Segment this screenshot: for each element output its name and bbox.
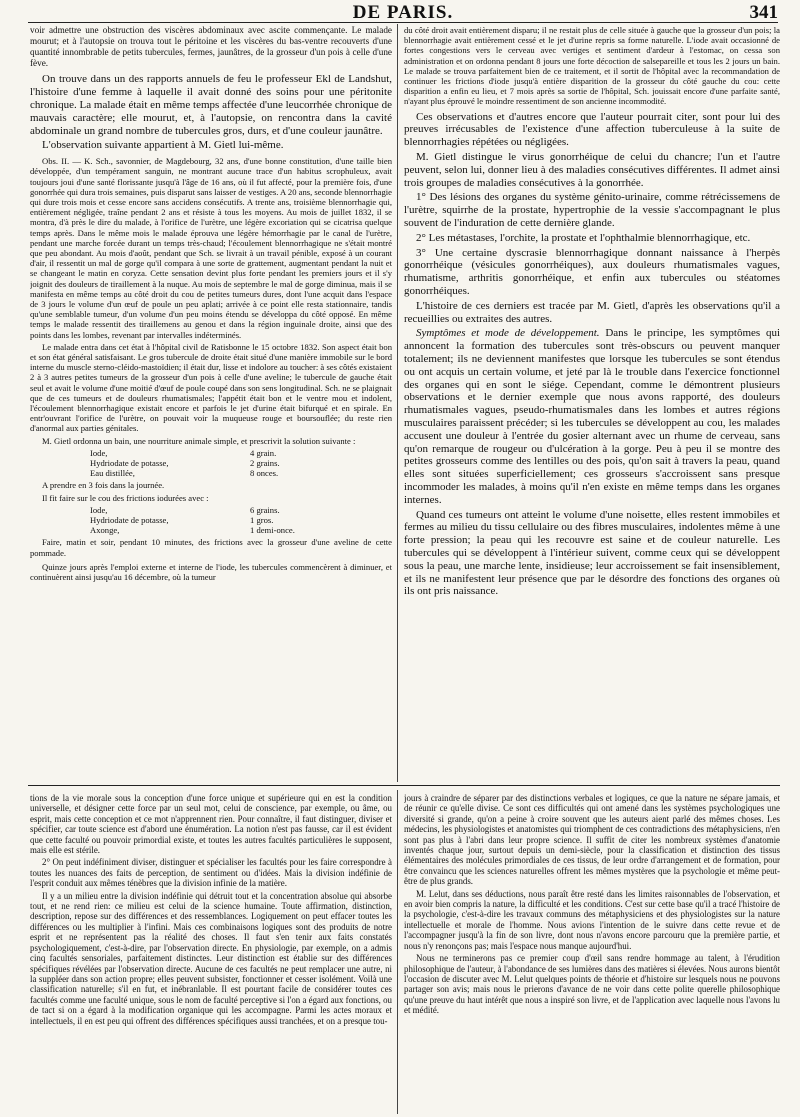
observation-paragraph: Quinze jours après l'emploi externe et interne de l'iode, les tubercules commencèrent à diminuer, et continuèrent ainsi jusqu'au 16 décembre, où la tumeur: [30, 561, 392, 583]
rx-dose: 1 demi-once.: [250, 525, 295, 536]
paragraph: 3° Une certaine dyscrasie blennorrhagique donnant naissance à l'herpès gonorrhéique (vésicules gonorrhéiques), aux douleurs rhumatismales vagues, rhumatisme, arthritis gonorrhéique, et enfin aux tubercules ou stéatomes gonorrhéiques.: [404, 246, 780, 297]
running-title: DE PARIS.: [352, 2, 454, 23]
paragraph: 1° Des lésions des organes du système génito-urinaire, comme rétrécissemens de l'urètre, squirrhe de la prostate, hypertrophie de la vessie s'accompagnant le plus souvent de l'induration de cette dernière glande.: [404, 191, 780, 229]
paragraph: Quand ces tumeurs ont atteint le volume d'une noisette, elles restent immobiles et fermes au milieu du tissu cellulaire ou des fibres musculaires, indolentes même à une forte pression; la peau qui les recouvre est saine et de couleur naturelle. Les tubercules qui se développent à l'intérieur suivent, comme ceux qui se développent sous la peau, une marche lente, insidieuse; leur accroissement se fait insensiblement, et ils ne manifestent leur présence que par le désordre des fonctions des organes où ils ont pris naissance.: [404, 508, 780, 598]
rx-item: Iode,: [90, 447, 108, 458]
column-3: [30, 793, 392, 1113]
page-header: [28, 2, 778, 23]
prescription-1: [90, 448, 392, 479]
rx-item: Iode,: [90, 504, 108, 515]
rx-item: Axonge,: [90, 525, 120, 536]
paragraph: voir admettre une obstruction des viscères abdominaux avec ascite commençante. Le malade mourut; et à l'autopsie on trouva tout le péritoine et les viscères du bas-ventre recouverts d'une quantité innombrable de petits tubercules, fermes, jaunâtres, de la grosseur d'un pois à celle d'une fève.: [30, 25, 392, 69]
section-title: Symptômes et mode de développement.: [416, 327, 600, 340]
rx-dose: 2 grains.: [250, 458, 280, 469]
paragraph: tions de la vie morale sous la conception d'une force unique et supérieure qui en est la condition universelle, et désigner cette force par un seul mot, celui de conscience, par exemple, ou âme, ou esprit, mais cette conception et ce mot n'apprennent rien. Pour connaître, il faut distinguer, diviser et spécifier, car toute science est d'abord une énumération. La notion n'est pas fausse, car il est évident que cette faculté ou pouvoir primordial existe, et toutes les autres facultés particulières le supposent, mais elle est stérile.: [30, 793, 392, 856]
column-divider: [397, 24, 398, 782]
rx-dose: 4 grain.: [250, 447, 277, 458]
prescription-note: A prendre en 3 fois dans la journée.: [42, 480, 165, 491]
section-divider: [28, 785, 780, 786]
paragraph: Il y a un milieu entre la division indéfinie qui détruit tout et la concentration absolue qui absorbe tout, et ne rend rien: ce milieu est celui de la science humaine. Toute affirmation, distinction, description, repose sur des différences et des ressemblances. Logiquement on peut effacer toutes les différences ou les multiplier à l'infini. Mais ces combinaisons logiques sont des produits de notre esprit et ne représentent pas la réalité des choses. Il faut s'en tenir aux faits constatés psychologiquement, c'est-à-dire, par l'observation directe. En physiologie, par exemple, on a admis cinq facultés sensoriales, parfaitement distinctes. Leur distinction est établie sur des différences spécifiques révélées par l'observation directe. Aucune de ces facultés ne peut remplacer une autre, ni la suppléer dans son action propre; elles peuvent subsister, fonctionner et cesser isolément. Voilà une classification naturelle; s'il en fut, et inébranlable. Il est pourtant facile de considérer toutes ces facultés comme une faculté unique, sous le nom de faculté perceptive si l'on a égard aux fonctions, ou de tact si on a égard à la modification organique qui les accompagne. Parmi les actes moraux et intellectuels, il en est peu qui offrent des différences spécifiques aussi tranchées, et on a presque tou-: [30, 890, 392, 1026]
prescription-2: [90, 505, 392, 536]
column-1: [30, 25, 392, 775]
observation-paragraph: M. Gietl ordonna un bain, une nourriture animale simple, et prescrivit la solution suivante :: [42, 435, 356, 446]
rx-dose: 6 grains.: [250, 504, 280, 515]
column-2: [404, 25, 780, 775]
observation-paragraph: Obs. II. — K. Sch., savonnier, de Magdebourg, 32 ans, d'une bonne constitution, d'une taille bien développée, d'un tempérament sanguin, ne montrant aucune trace d'un habitus scrophuleux, avait toujours joui d'une santé florissante jusqu'à l'âge de 16 ans, où il fut affecté, pour la première fois, d'une gonorrhée qui dura trois semaines, puis disparut sans laisser de vestiges. A 20 ans, seconde blennorrhagie qui dure trois mois et cesse encore sans accidens consécutifs. A trente ans, troisième blennorrhagie qui, entièrement négligée, traîne pendant 2 ans et résiste à tous les moyens. Au mois de juillet 1832, il se montra, d'à près le dire du malade, à l'orifice de l'urètre, une légère excoriation qui se cicatrisa quelque temps après. Dans le même mois le malade éprouva une légère hémorrhagie par le canal de l'urètre, pendant une marche forcée durant un temps très-chaud; l'écoulement blennorrhagique ne s'était montré que peu abondant. Au mois d'août, pendant que Sch. se livrait à un travail pénible, exposé à un courant d'air, il ressentit un mal de gorge qu'il compara à une sorte de grattement, augmentant pendant la nuit et se changeant le matin en coryza. Cette sensation devint plus forte pendant les premiers jours et il s'y joignit des douleurs de tiraillement à la nuque. Au mois de septembre le mal de gorge diminua, mais il se manifesta en même temps au côté droit du cou de petites tumeurs dures, dont l'une acquit dans l'espace de 3 jours le volume d'un œuf de poule un peu aplati; arrivée à ce point elle resta stationnaire, tandis qu'une semblable tumeur, d'un volume d'un peu moins étendu se développa du côté opposé. En même temps le malade ressentit des tiraillemens au genou et dans la région inguinale droite, ainsi que des points dans les lombes, revenant par intervalles indéterminés.: [30, 156, 392, 340]
rx-dose: 1 gros.: [250, 515, 274, 526]
prescription-intro: Il fit faire sur le cou des frictions iodurées avec :: [42, 492, 209, 503]
paragraph: 2° On peut indéfiniment diviser, distinguer et spécialiser les facultés pour les faire correspondre à toutes les nuances des faits de perception, de sentiment ou d'idées. Mais la division indéfinie de l'esprit conduit aux mêmes ténèbres que la division infinie de la matière.: [30, 857, 392, 889]
column-4: [404, 793, 780, 1113]
observation-paragraph: Le malade entra dans cet état à l'hôpital civil de Ratisbonne le 15 octobre 1832. Son aspect était bon et son état général satisfaisant. Le gros tubercule de droite était situé d'une manière immobile sur le bord interne du muscle sterno-cléido-mastoïdien; il était dur, lisse et indolore au toucher: à ses côtés existaient 2 à 3 autres petites tumeurs de la grosseur d'un pois à celle d'une aveline; le tubercule de gauche était seul et avait le volume d'une moitié d'œuf de poule coupé dans son sens longitudinal. Sch. ne se plaignait que de ces tumeurs et de douleurs rhumatismales; l'appétit était bon et le ventre mou et indolent, l'écoulement blennorrhagique existait encore et parfois le jet d'urine était bifurqué et en spirale. En entr'ouvrant l'orifice de l'urètre, on pouvait voir la muqueuse rouge et boursouflée; du reste rien d'anormal aux parties génitales.: [30, 341, 392, 434]
paragraph: M. Gietl distingue le virus gonorrhéique de celui du chancre; l'un et l'autre peuvent, selon lui, donner lieu à des maladies consécutives différentes. Il admet ainsi trois groupes de maladies consécutives à la gonorrhée.: [404, 151, 780, 189]
rx-item: Hydriodate de potasse,: [90, 458, 169, 469]
observation-paragraph: Faire, matin et soir, pendant 10 minutes, des frictions avec la grosseur d'une aveline de cette pommade.: [30, 537, 392, 558]
paragraph: jours à craindre de séparer par des distinctions verbales et logiques, ce que la nature ne sépare jamais, et de réunir ce qu'elle divise. Ce sont ces difficultés qui ont amené dans les systèmes psychologiques une diversité si grande, qu'on a peine à croire souvent que les auteurs aient parlé des mêmes choses. Les médecins, les physiologistes et anatomistes qui triomphent de ces contradictions des métaphysiciens, n'en sont pas plus à l'abri dans leur propre science. Il suffit de citer les nombreux systèmes d'anatomie inventés chaque jour, surtout depuis un demi-siècle, pour la classification et distinction des tissus élémentaires des molécules primordiales de ces tissus, de leur ordre d'arrangement et de formation, pour être convaincu que les sciences naturelles offrent les mêmes mystères que la psychologie et même peut-être de plus grands.: [404, 793, 780, 887]
section-text: Dans le principe, les symptômes qui annoncent la formation des tubercules sont très-obscurs ou peuvent manquer totalement; ils ne deviennent manifestes que lorsque les tubercules se sont étendus ou ont acquis un certain volume, et jeté par là le trouble dans l'exercice fonctionnel des organes qui en sont le siége. Cependant, comme le démontrent plusieurs observations et le dernier exemple que nous avons rapporté, des douleurs rhumatismales vagues, pseudo-rhumatismales dans les lombes et autres régions musculaires paraissent précéder; si les tubercules se développent au cou, les malades accusent une douleur à l'entrée du gosier alternant avec un rhume de cerveau, sans qu'on remarque de rougeur ou d'ulcération à la gorge. Peu à peu il se montre des petites grosseurs comme des lentilles ou des pois, qu'on sait à travers la peau, quand elles sont situées superficiellement; ces grosseurs s'accroissent sans presque incommoder les malades, à moins qu'il n'en existe en même temps dans les organes internes.: [404, 327, 780, 506]
observation-paragraph: du côté droit avait entièrement disparu; il ne restait plus de celle située à gauche que la grosseur d'un pois; la blennorrhagie avait entièrement cessé et le jet d'urine repris sa forme naturelle. L'iode avait occasionné de fortes congestions vers le cerveau avec vertiges et sentiment d'ardeur à l'estomac, on cessa son administration et on ordonna pendant 8 jours une forte décoction de salsepareille et tous les 2 jours un bain. Le malade se trouva parfaitement bien de ce traitement, et il sortit de l'hôpital avec la recommandation de continuer les frictions d'iode jusqu'à entière disparition de la grosseur du côté gauche du cou: cette disparition a enfin eu lieu, et 7 mois après sa sortie de l'hôpital, Sch. jouissait encore d'une parfaite santé, n'ayant plus éprouvé le moindre ressentiment de son ancienne incommodité.: [404, 25, 780, 107]
paragraph: Ces observations et d'autres encore que l'auteur pourrait citer, sont pour lui des preuves irrécusables de l'existence d'une affection tuberculeuse à la suite de blennorrhagies répétées ou négligées.: [404, 110, 780, 149]
rx-item: Eau distillée,: [90, 468, 135, 479]
paragraph: Nous ne terminerons pas ce premier coup d'œil sans rendre hommage au talent, à l'érudition philosophique de l'auteur, à l'abondance de ses lumières dans des matières si élevées. Nous aurons bientôt l'occasion de discuter avec M. Lelut quelques points de théorie et d'histoire sur lesquels nous ne pouvons partager son avis; mais nous le prierons d'avance de ne voir dans cette polite querelle philosophique qu'une preuve du haut intérêt que nous a inspiré son livre, et de l'application avec laquelle nous l'avons lu et médité.: [404, 953, 780, 1016]
paragraph: L'histoire de ces derniers est tracée par M. Gietl, d'après les observations qu'il a recueillies ou extraites des autres.: [404, 299, 780, 325]
paragraph: M. Lelut, dans ses déductions, nous paraît être resté dans les limites raisonnables de l'observation, et en avoir bien compris la nature, la difficulté et les conditions. C'est sur cette base qu'il a tracé l'histoire de la psychologie, c'est-à-dire les travaux communs des métaphysiciens et des physiologistes sur la nature intellectuelle et morale de l'homme. Nous avions l'intention de le suivre dans cette revue et de l'accompagner jusqu'à la fin de son livre, dont nous n'avons encore parcouru que la première partie, et nous n'y renonçons pas; mais l'espace nous manque aujourd'hui.: [404, 888, 780, 951]
rx-item: Hydriodate de potasse,: [90, 515, 169, 526]
rx-dose: 8 onces.: [250, 468, 279, 479]
section-paragraph: [404, 327, 780, 506]
column-divider: [397, 790, 398, 1114]
paragraph: On trouve dans un des rapports annuels de feu le professeur Ekl de Landshut, l'histoire d'une femme à laquelle il avait donné des soins pour une péritonite chronique. La malade était en même temps affectée d'une leucorrhée chronique de mauvais caractère; elle mourut, et, à l'autopsie, on rencontra dans la cavité abdominale un grand nombre de tubercules gros, durs, et d'une couleur jaunâtre.: [30, 73, 392, 137]
paragraph: L'observation suivante appartient à M. Gietl lui-même.: [42, 139, 284, 152]
page-number: 341: [749, 2, 778, 23]
paragraph: 2° Les métastases, l'orchite, la prostate et l'ophthalmie blennorrhagique, etc.: [416, 231, 751, 244]
